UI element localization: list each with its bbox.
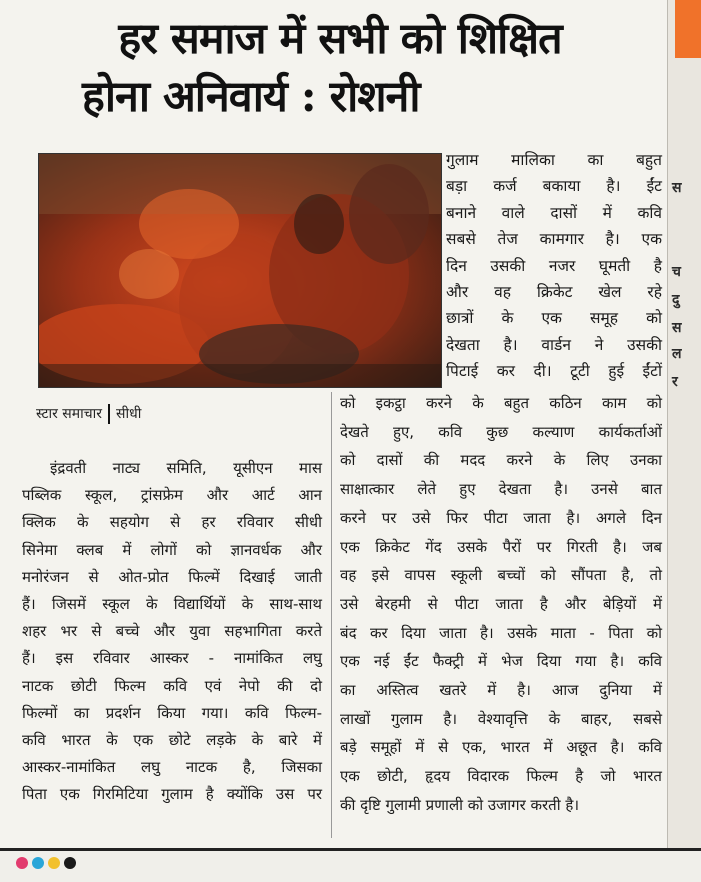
text-line: मनोरंजन से ओत-प्रोत फिल्में दिखाई जाती <box>22 567 322 586</box>
edge-fragment: दु <box>672 292 680 308</box>
text-line: छात्रों के एक समूह को <box>446 309 662 328</box>
text-line: को दासों की मदद करने के लिए उनका <box>340 451 662 470</box>
adjacent-page-color-block <box>675 0 701 58</box>
text-line: फिल्मों का प्रदर्शन किया गया। कवि फिल्म- <box>22 703 322 722</box>
text-line: बनाने वाले दासों में कवि <box>446 203 662 222</box>
text-line: एक नई ईंट फैक्ट्री में भेज दिया गया है। कवि <box>340 652 662 671</box>
text-line: इंद्रवती नाट्य समिति, यूसीएन मास <box>50 459 322 477</box>
text-line: कवि भारत के एक छोटे लड़के के बारे में <box>22 731 322 750</box>
text-line: बंद कर दिया जाता है। उसके माता - पिता को <box>340 623 662 642</box>
text-line: बड़े समूहों में से एक, भारत में अछूत है। कवि <box>340 738 662 757</box>
text-line: बड़ा कर्ज बकाया है। ईंट <box>446 177 662 196</box>
text-line: आस्कर-नामांकित लघु नाटक है, जिसका <box>22 758 322 777</box>
edge-fragment: च <box>672 264 681 280</box>
text-line: एक छोटी, हृदय विदारक फिल्म है जो भारत <box>340 767 662 786</box>
registration-dot <box>16 857 28 869</box>
registration-dot <box>48 857 60 869</box>
right-top-column <box>446 147 662 385</box>
text-line: एक क्रिकेट गेंद उसके पैरों पर गिरती है। जब <box>340 537 662 556</box>
text-line: पिता एक गिरमिटिया गुलाम है क्योंकि उस पर <box>22 785 322 804</box>
text-line: देखते हुए, कवि कुछ कल्याण कार्यकर्ताओं <box>340 422 662 441</box>
text-line: हैं। जिसमें स्कूल के विद्यार्थियों के साथ-साथ <box>22 595 322 614</box>
photo-illustration <box>39 154 441 387</box>
right-bottom-column <box>340 389 662 820</box>
byline-city: सीधी <box>116 406 142 422</box>
article-photo <box>38 153 442 388</box>
registration-dot <box>32 857 44 869</box>
text-line: सबसे तेज कामगार है। एक <box>446 230 662 249</box>
text-line: हैं। इस रविवार आस्कर - नामांकित लघु <box>22 649 322 668</box>
print-registration-dots <box>16 857 76 869</box>
headline-line-1: हर समाज में सभी को शिक्षित <box>118 14 562 64</box>
byline <box>36 404 141 424</box>
edge-fragment: ल <box>672 346 682 362</box>
text-line: का अस्तित्व खतरे में है। आज दुनिया में <box>340 681 662 700</box>
byline-source: स्टार समाचार <box>36 406 103 422</box>
text-line: पिटाई कर दी। टूटी हुई ईंटों <box>446 362 662 381</box>
text-line: क्लिक के सहयोग से हर रविवार सीधी <box>22 513 322 532</box>
text-line: करने पर उसे फिर पीटा जाता है। अगले दिन <box>340 508 662 527</box>
edge-fragment: स <box>672 320 682 336</box>
text-line: गुलाम मालिका का बहुत <box>446 151 662 169</box>
edge-fragment: स <box>672 180 682 196</box>
text-line: और वह क्रिकेट खेल रहे <box>446 283 662 302</box>
text-line: वह इसे वापस स्कूली बच्चों को सौंपता है, तो <box>340 566 662 585</box>
edge-fragment: र <box>672 374 678 390</box>
article-headline <box>30 10 650 126</box>
text-line: को इकट्ठा करने के बहुत कठिन काम को <box>340 394 662 412</box>
text-line: नाटक छोटी फिल्म कवि एवं नेपो की दो <box>22 676 322 695</box>
text-line: उसे बेरहमी से पीटा जाता है और बेड़ियों में <box>340 594 662 613</box>
text-line: साक्षात्कार लेते हुए देखता है। उनसे बात <box>340 480 662 499</box>
text-line: देखता है। वार्डन ने उसकी <box>446 335 662 354</box>
text-line: लाखों गुलाम है। वेश्यावृत्ति के बाहर, सबसे <box>340 709 662 728</box>
headline-line-2: होना अनिवार्य : रोशनी <box>82 72 420 122</box>
text-line: सिनेमा क्लब में लोगों को ज्ञानवर्धक और <box>22 540 322 559</box>
text-line: की दृष्टि गुलामी प्रणाली को उजागर करती है। <box>340 795 580 814</box>
bottom-print-strip <box>0 848 701 882</box>
column-divider <box>331 392 332 838</box>
text-line: दिन उसकी नजर घूमती है <box>446 256 662 275</box>
left-column <box>22 455 322 809</box>
registration-dot <box>64 857 76 869</box>
adjacent-page-edge <box>667 0 701 879</box>
byline-separator <box>108 404 110 424</box>
text-line: शहर भर से बच्चे और युवा सहभागिता करते <box>22 622 322 641</box>
text-line: पब्लिक स्कूल, ट्रांसफ्रेम और आर्ट आन <box>22 486 322 505</box>
